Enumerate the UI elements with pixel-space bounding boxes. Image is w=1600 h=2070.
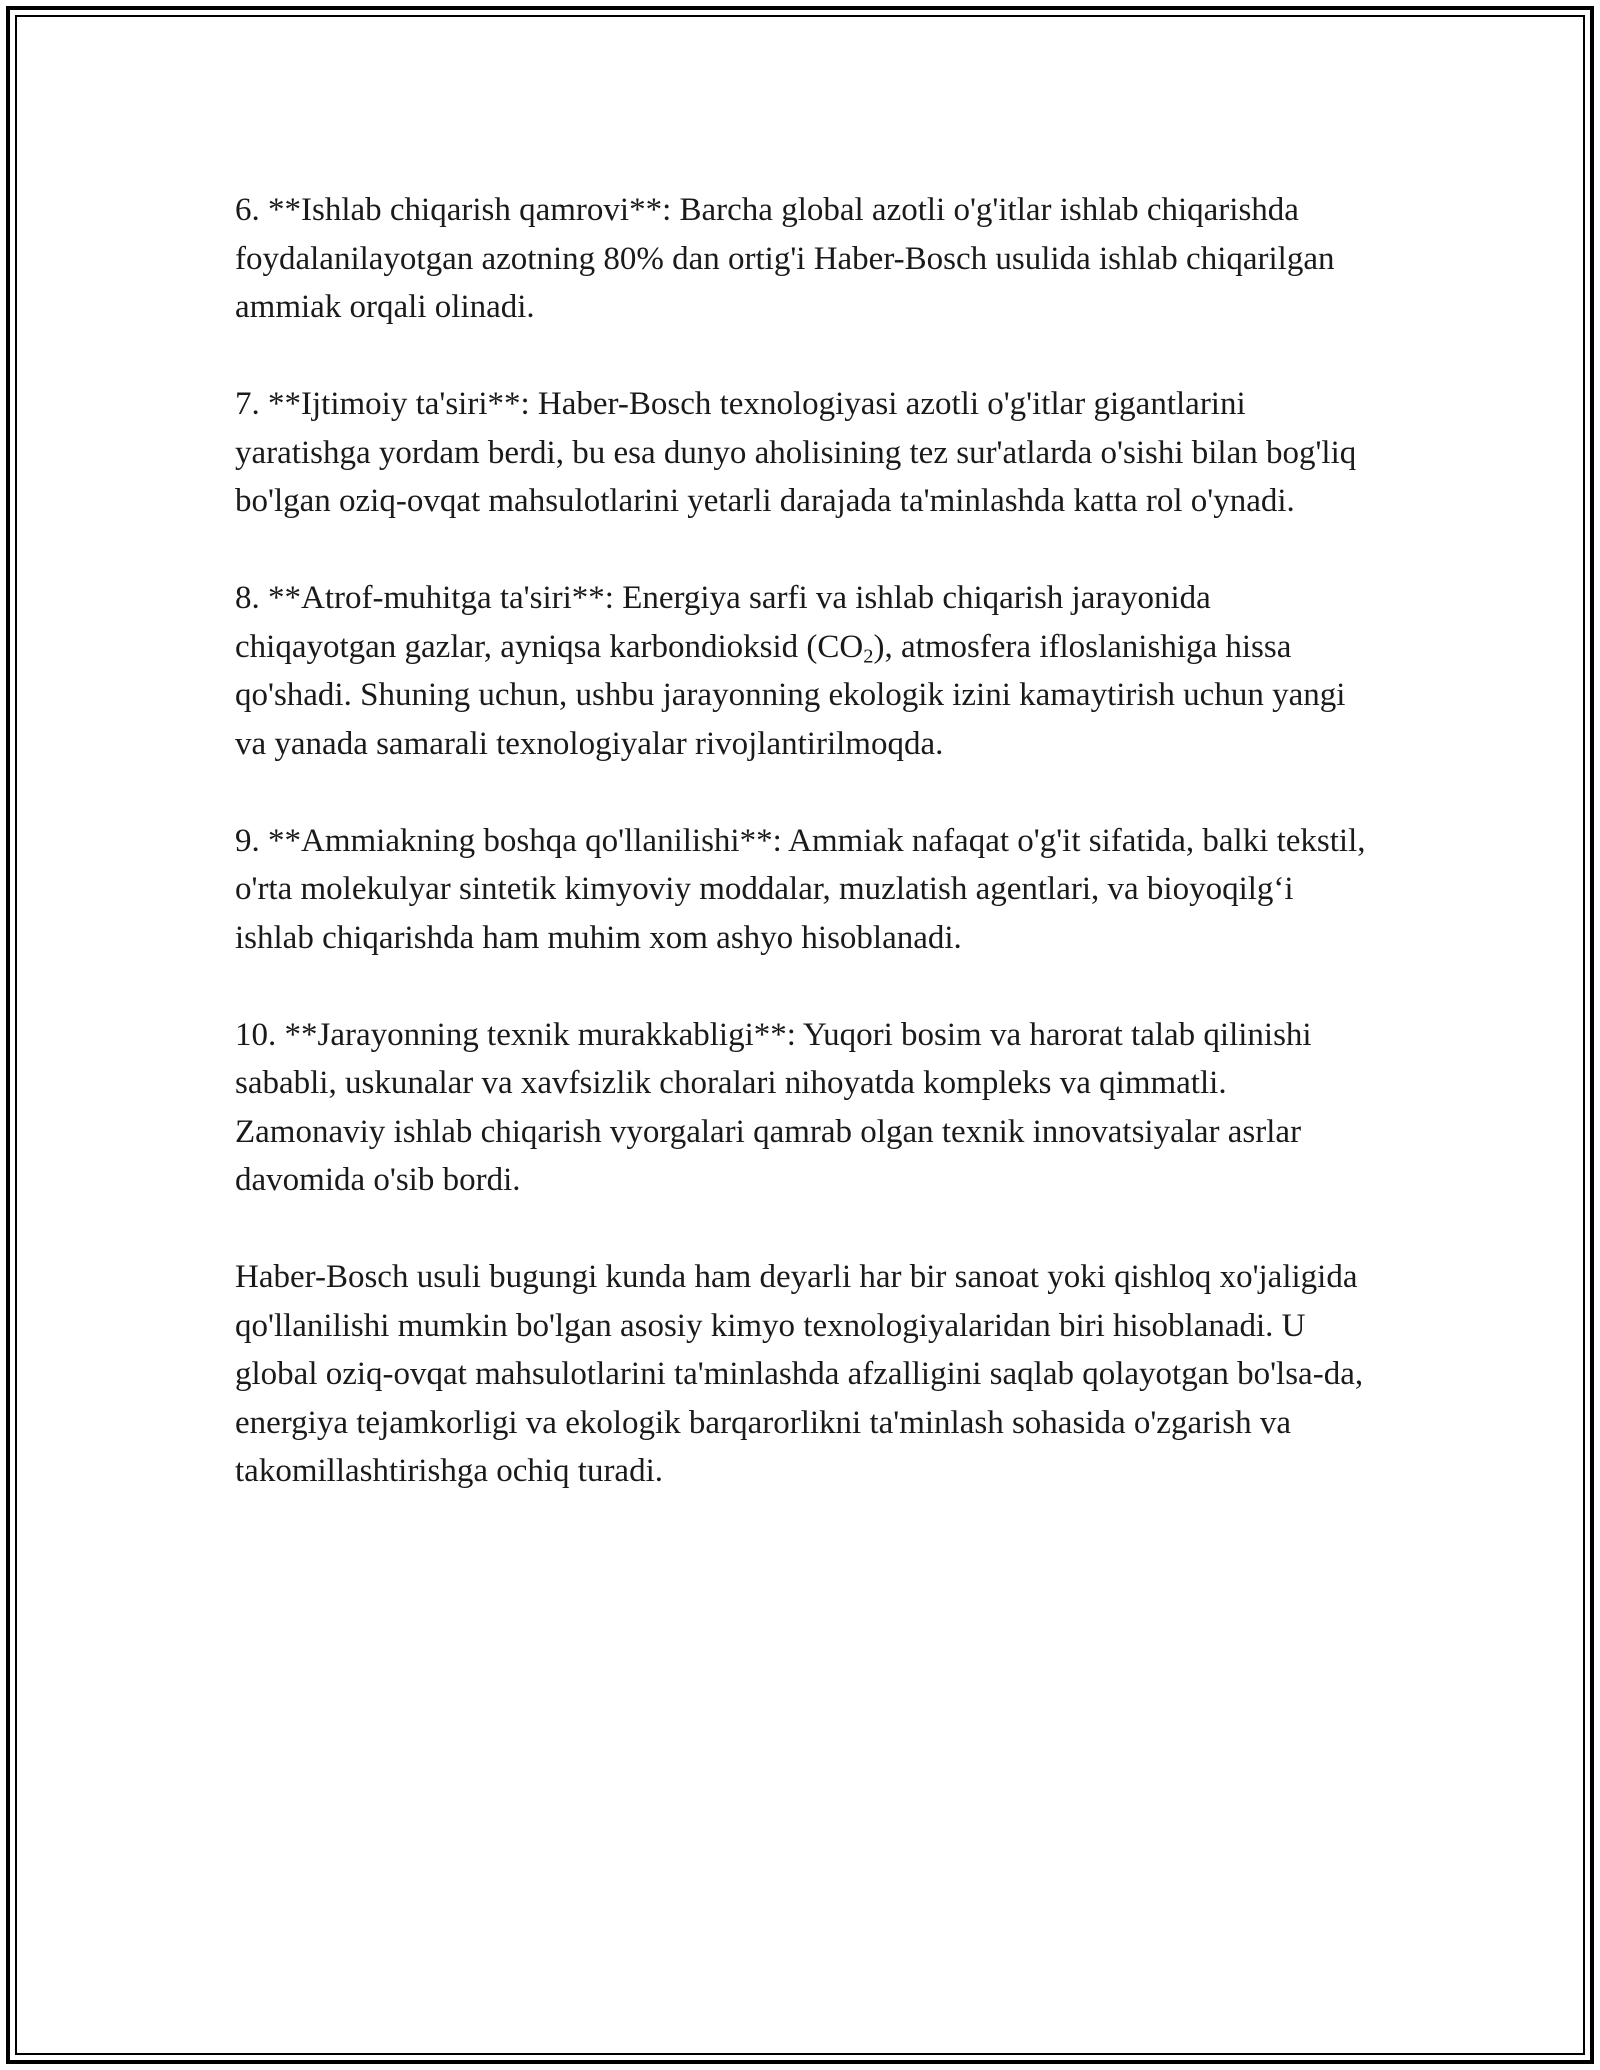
list-item-10: 10. **Jarayonning texnik murakkabligi**: Yuqori bosim va harorat talab qilinishi sababli, uskunalar va xavfsizlik choralari nihoyatda kompleks va qimmatli. Zamonaviy ishlab chiqarish vyorgalari qamrab olgan texnik innovatsiyalar asrlar davomida o'sib bordi. bbox=[235, 1016, 1312, 1198]
list-item-8 bbox=[235, 574, 1375, 768]
list-item-9: 9. **Ammiakning boshqa qo'llanilishi**: Ammiak nafaqat o'g'it sifatida, balki tekstil, o'rta molekulyar sintetik kimyoviy moddalar, muzlatish agentlari, va bioyoqilg‘i ishlab chiqarishda ham muhim xom ashyo hisoblanadi. bbox=[235, 822, 1366, 956]
list-item-8-text-start: 8. **Atrof-muhitga ta'siri**: Energiya sarfi va ishlab chiqarish jarayonida chiqayotgan gazlar, ayniqsa karbondioksid (CO bbox=[235, 580, 1211, 665]
document-body bbox=[235, 186, 1375, 1544]
co2-subscript: 2 bbox=[863, 645, 874, 668]
list-item-6: 6. **Ishlab chiqarish qamrovi**: Barcha global azotli o'g'itlar ishlab chiqarishda foydalanilayotgan azotning 80% dan ortig'i Haber-Bosch usulida ishlab chiqarilgan ammiak orqali olinadi. bbox=[235, 192, 1335, 325]
list-item-8-text-end: ), atmosfera ifloslanishiga hissa qo'shadi. Shuning uchun, ushbu jarayonning ekologik izini kamaytirish uchun yangi va yanada samarali texnologiyalar rivojlantirilmoqda. bbox=[235, 628, 1346, 762]
conclusion-paragraph: Haber-Bosch usuli bugungi kunda ham deyarli har bir sanoat yoki qishloq xo'jaligida qo'llanilishi mumkin bo'lgan asosiy kimyo texnologiyalaridan biri hisoblanadi. U global oziq-ovqat mahsulotlarini ta'minlashda afzalligini saqlab qolayotgan bo'lsa-da, energiya tejamkorligi va ekologik barqarorlikni ta'minlash sohasida o'zgarish va takomillashtirishga ochiq turadi. bbox=[235, 1259, 1364, 1489]
list-item-7: 7. **Ijtimoiy ta'siri**: Haber-Bosch texnologiyasi azotli o'g'itlar gigantlarini yaratishga yordam berdi, bu esa dunyo aholisining tez sur'atlarda o'sishi bilan bog'liq bo'lgan oziq-ovqat mahsulotlarini yetarli darajada ta'minlashda katta rol o'ynadi. bbox=[235, 386, 1357, 519]
